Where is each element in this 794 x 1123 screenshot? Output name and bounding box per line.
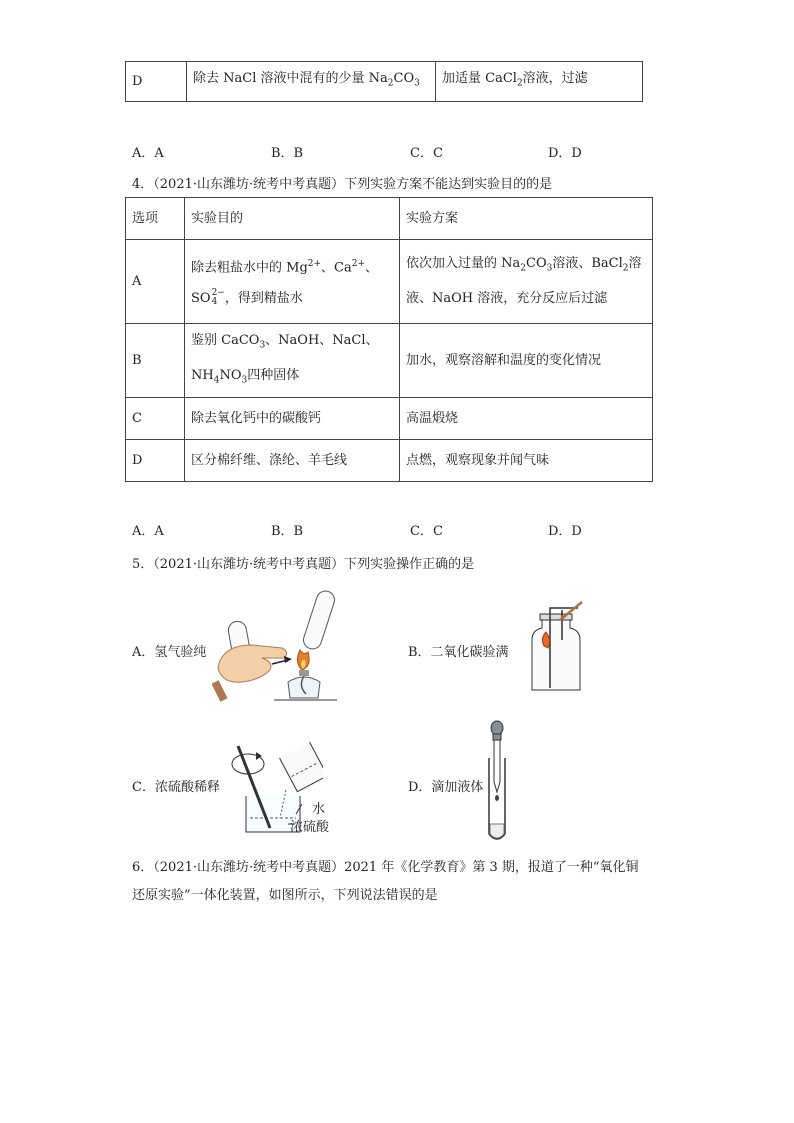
header-goal: 实验目的 <box>185 198 400 240</box>
q6-line2: 还原实验”一体化装置，如图所示，下列说法错误的是 <box>132 888 438 903</box>
q5-option-c[interactable]: C．浓硫酸稀释 <box>132 780 220 795</box>
option-d[interactable]: D．D <box>548 524 582 539</box>
header-option: 选项 <box>126 198 185 240</box>
cell-plan: 依次加入过量的 $Na_2CO_3$溶液、BaCl$_2$溶 液、NaOH 溶液，充分反应后过滤 <box>400 240 653 324</box>
cell-option: D <box>126 440 185 482</box>
option-d[interactable]: D．D <box>548 146 582 161</box>
cell-option: B <box>126 324 185 398</box>
table-row <box>126 324 653 398</box>
table-row <box>126 62 643 102</box>
q5-option-a[interactable]: A．氢气验纯 <box>132 645 207 660</box>
option-a[interactable]: A．A <box>132 146 164 161</box>
option-c[interactable]: C．C <box>410 146 443 161</box>
hydrogen-purity-test-figure <box>212 590 342 705</box>
cell-goal: 除去 NaCl 溶液中混有的少量 $Na_2CO_3$ <box>187 62 436 102</box>
table-header-row <box>126 198 653 240</box>
dropper-figure <box>482 720 512 845</box>
cell-plan: 点燃，观察现象并闻气味 <box>400 440 653 482</box>
cell-option: A <box>126 240 185 324</box>
option-c[interactable]: C．C <box>410 524 443 539</box>
acid-label: 浓硫酸 <box>290 820 330 835</box>
option-a[interactable]: A．A <box>132 524 164 539</box>
q4-title: 4．（2021·山东潍坊·统考中考真题）下列实验方案不能达到实验目的的是 <box>132 177 553 192</box>
cell-option: C <box>126 398 185 440</box>
table-row <box>126 440 653 482</box>
q5-option-d[interactable]: D．滴加液体 <box>408 780 484 795</box>
table-row <box>126 398 653 440</box>
option-b[interactable]: B．B <box>271 524 304 539</box>
cell-option: D <box>126 62 187 102</box>
cell-goal: 区分棉纤维、涤纶、羊毛线 <box>185 440 400 482</box>
cell-goal: 除去粗盐水中的 $Mg^{2+}$、$Ca^{2+}$、 SO 2− 4 ，得到精盐水 <box>185 240 400 324</box>
co2-full-test-figure <box>522 600 592 695</box>
water-label: 水 <box>312 802 326 817</box>
table-row <box>126 240 653 324</box>
option-b[interactable]: B．B <box>271 146 304 161</box>
cell-plan: 高温煅烧 <box>400 398 653 440</box>
q4-table <box>125 197 653 482</box>
cell-goal: 鉴别 CaCO$_3$、NaOH、NaCl、 $NH_4NO_3$四种固体 <box>185 324 400 398</box>
q5-option-b[interactable]: B．二氧化碳验满 <box>408 645 509 660</box>
cell-goal: 除去氧化钙中的碳酸钙 <box>185 398 400 440</box>
table-top <box>125 61 643 102</box>
cell-plan: 加适量 CaCl$_2$溶液，过滤 <box>436 62 643 102</box>
cell-plan: 加水，观察溶解和温度的变化情况 <box>400 324 653 398</box>
q5-title: 5．（2021·山东潍坊·统考中考真题）下列实验操作正确的是 <box>132 557 475 572</box>
header-plan: 实验方案 <box>400 198 653 240</box>
q6-line1: 6．（2021·山东潍坊·统考中考真题）2021 年《化学教育》第 3 期，报道了一种“氧化铜 <box>132 860 639 875</box>
